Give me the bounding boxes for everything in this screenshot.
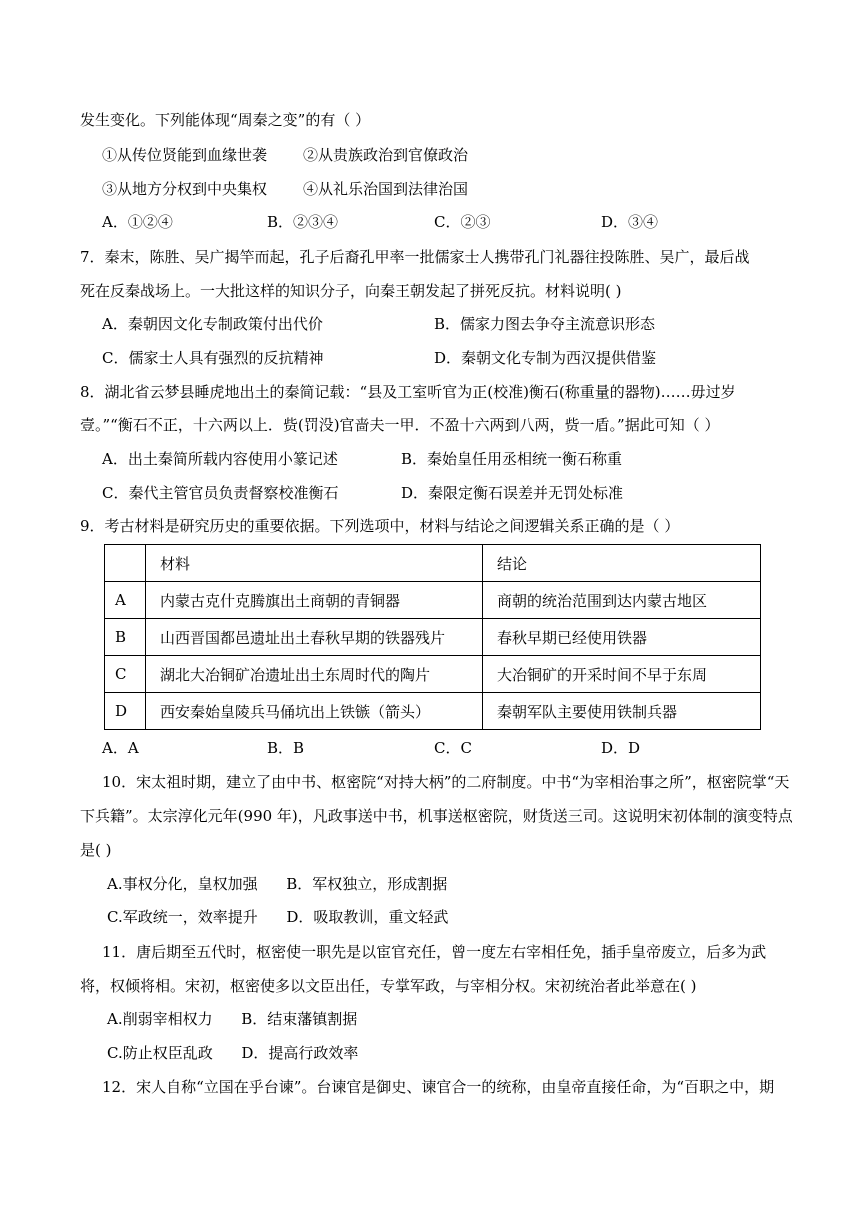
q9-option-d: D．D [601,739,641,757]
q8-stem-line1: 8．湖北省云梦县睡虎地出土的秦简记载：“县及工室听官为正(校准)衡石(称重量的器物)……毋过岁 [80,383,736,401]
table-cell: 秦朝军队主要使用铁制兵器 [483,693,761,730]
q9-option-b: B．B [267,739,305,757]
q8-option-a: A．出土秦简所载内容使用小篆记述 [102,450,338,468]
q10-options-line2: C.军政统一，效率提升 D．吸取教训，重文轻武 [107,908,449,926]
q7-option-a: A．秦朝因文化专制政策付出代价 [102,315,323,333]
q10-stem-line1: 10．宋太祖时期，建立了由中书、枢密院“对持大柄”的二府制度。中书“为宰相治事之所”，枢密院掌“天 [102,773,790,791]
table-cell: 春秋早期已经使用铁器 [483,619,761,656]
q9-option-c: C．C [434,739,472,757]
table-cell: 内蒙古克什克腾旗出土商朝的青铜器 [146,582,483,619]
q8-option-b: B．秦始皇任用丞相统一衡石称重 [401,450,623,468]
q10-stem-line3: 是( ) [80,841,112,859]
table-cell: C [105,656,146,693]
table-cell: 西安秦始皇陵兵马俑坑出上铁镞（箭头） [146,693,483,730]
q6-option-b: B．②③④ [267,213,339,231]
q7-option-d: D．秦朝文化专制为西汉提供借鉴 [434,349,657,367]
q7-option-c: C．儒家士人具有强烈的反抗精神 [102,349,324,367]
table-cell: B [105,619,146,656]
q8-option-c: C．秦代主管官员负责督察校准衡石 [102,484,339,502]
table-header-cell: 材料 [146,545,483,582]
q10-options-line1: A.事权分化，皇权加强 B．军权独立，形成割据 [107,875,448,893]
q7-stem-line1: 7．秦末，陈胜、吴广揭竿而起，孔子后裔孔甲率一批儒家士人携带孔门礼器往投陈胜、吴广，最后战 [80,248,750,266]
q11-stem-line1: 11．唐后期至五代时，枢密使一职先是以宦官充任，曾一度左右宰相任免，插手皇帝废立，后多为武 [102,943,767,961]
q6-option-c: C．②③ [434,213,491,231]
q7-stem-line2: 死在反秦战场上。一大批这样的知识分子，向秦王朝发起了拼死反抗。材料说明( ) [80,282,622,300]
table-cell: 大冶铜矿的开采时间不早于东周 [483,656,761,693]
q11-options-line2: C.防止权臣乱政 D．提高行政效率 [107,1044,359,1062]
q6-item-4: ④从礼乐治国到法律治国 [303,180,469,198]
table-row [105,582,761,619]
q9-table [104,544,761,730]
table-row [105,693,761,730]
q10-stem-line2: 下兵籍”。太宗淳化元年(990 年)，凡政事送中书，机事送枢密院，财货送三司。这说明宋初体制的演变特点 [80,807,793,825]
table-row [105,656,761,693]
table-cell: 山西晋国都邑遗址出土春秋早期的铁器残片 [146,619,483,656]
q6-item-3: ③从地方分权到中央集权 [102,180,268,198]
q8-stem-line2: 壹。”“衡石不正，十六两以上．赀(罚没)官啬夫一甲．不盈十六两到八两，赀一盾。”据此可知（ ） [80,416,720,434]
table-row [105,619,761,656]
table-header-row [105,545,761,582]
table-header-cell [105,545,146,582]
q11-stem-line2: 将，权倾将相。宋初，枢密使多以文臣出任，专掌军政，与宰相分权。宋初统治者此举意在( ) [80,977,697,995]
table-cell: 商朝的统治范围到达内蒙古地区 [483,582,761,619]
q8-option-d: D．秦限定衡石误差并无罚处标准 [401,484,624,502]
q6-option-a: A．①②④ [102,213,173,231]
q12-stem-line1: 12．宋人自称“立国在乎台谏”。台谏官是御史、谏官合一的统称，由皇帝直接任命，为“百职之中，期 [102,1078,775,1096]
q9-stem: 9．考古材料是研究历史的重要依据。下列选项中，材料与结论之间逻辑关系正确的是（ ） [80,517,680,535]
q6-stem-tail: 发生变化。下列能体现“周秦之变”的有（ ） [80,111,371,129]
table-header-cell: 结论 [483,545,761,582]
q11-options-line1: A.削弱宰相权力 B．结束藩镇割据 [107,1010,358,1028]
table-cell: 湖北大冶铜矿冶遗址出土东周时代的陶片 [146,656,483,693]
q6-option-d: D．③④ [601,213,659,231]
q9-option-a: A．A [102,739,139,757]
q7-option-b: B．儒家力图去争夺主流意识形态 [434,315,656,333]
q6-item-1: ①从传位贤能到血缘世袭 [102,146,268,164]
table-cell: A [105,582,146,619]
table-cell: D [105,693,146,730]
q6-item-2: ②从贵族政治到官僚政治 [303,146,469,164]
